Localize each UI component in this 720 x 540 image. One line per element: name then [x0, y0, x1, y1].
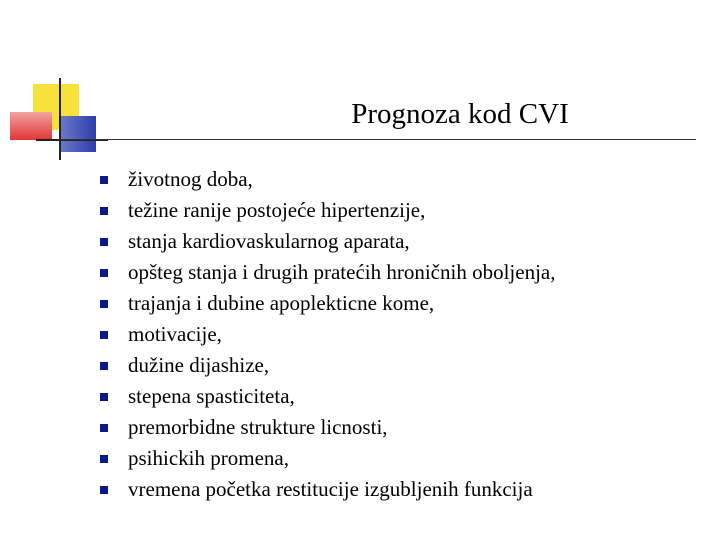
list-item — [100, 412, 555, 443]
list-item-text: stepena spasticiteta, — [128, 384, 295, 408]
list-item — [100, 195, 555, 226]
slide-logo-icon — [0, 0, 110, 170]
list-item-text: težine ranije postojeće hipertenzije, — [128, 198, 426, 222]
list-item-text: psihickih promena, — [128, 446, 289, 470]
list-item — [100, 350, 555, 381]
square-bullet-icon — [100, 424, 108, 432]
square-bullet-icon — [100, 362, 108, 370]
list-item-text: premorbidne strukture licnosti, — [128, 415, 388, 439]
square-bullet-icon — [100, 331, 108, 339]
square-bullet-icon — [100, 207, 108, 215]
logo-vertical-line — [59, 78, 61, 160]
bullet-list — [100, 164, 555, 505]
list-item — [100, 288, 555, 319]
logo-blue-square — [60, 116, 96, 152]
list-item — [100, 164, 555, 195]
list-item — [100, 257, 555, 288]
square-bullet-icon — [100, 393, 108, 401]
square-bullet-icon — [100, 300, 108, 308]
list-item — [100, 381, 555, 412]
list-item-text: motivacije, — [128, 322, 222, 346]
list-item — [100, 226, 555, 257]
square-bullet-icon — [100, 269, 108, 277]
list-item-text: životnog doba, — [128, 167, 253, 191]
square-bullet-icon — [100, 176, 108, 184]
list-item-text: trajanja i dubine apoplekticne kome, — [128, 291, 435, 315]
list-item-text: stanja kardiovaskularnog aparata, — [128, 229, 410, 253]
list-item — [100, 319, 555, 350]
list-item-text: opšteg stanja i drugih pratećih hroničnih oboljenja, — [128, 260, 556, 284]
square-bullet-icon — [100, 455, 108, 463]
list-item-text: vremena početka restitucije izgubljenih funkcija — [128, 477, 533, 501]
square-bullet-icon — [100, 486, 108, 494]
title-divider — [60, 139, 696, 140]
square-bullet-icon — [100, 238, 108, 246]
list-item-text: dužine dijashize, — [128, 353, 270, 377]
list-item — [100, 474, 555, 505]
logo-red-rectangle — [10, 112, 52, 140]
slide-title: Prognoza kod CVI — [351, 98, 569, 130]
list-item — [100, 443, 555, 474]
